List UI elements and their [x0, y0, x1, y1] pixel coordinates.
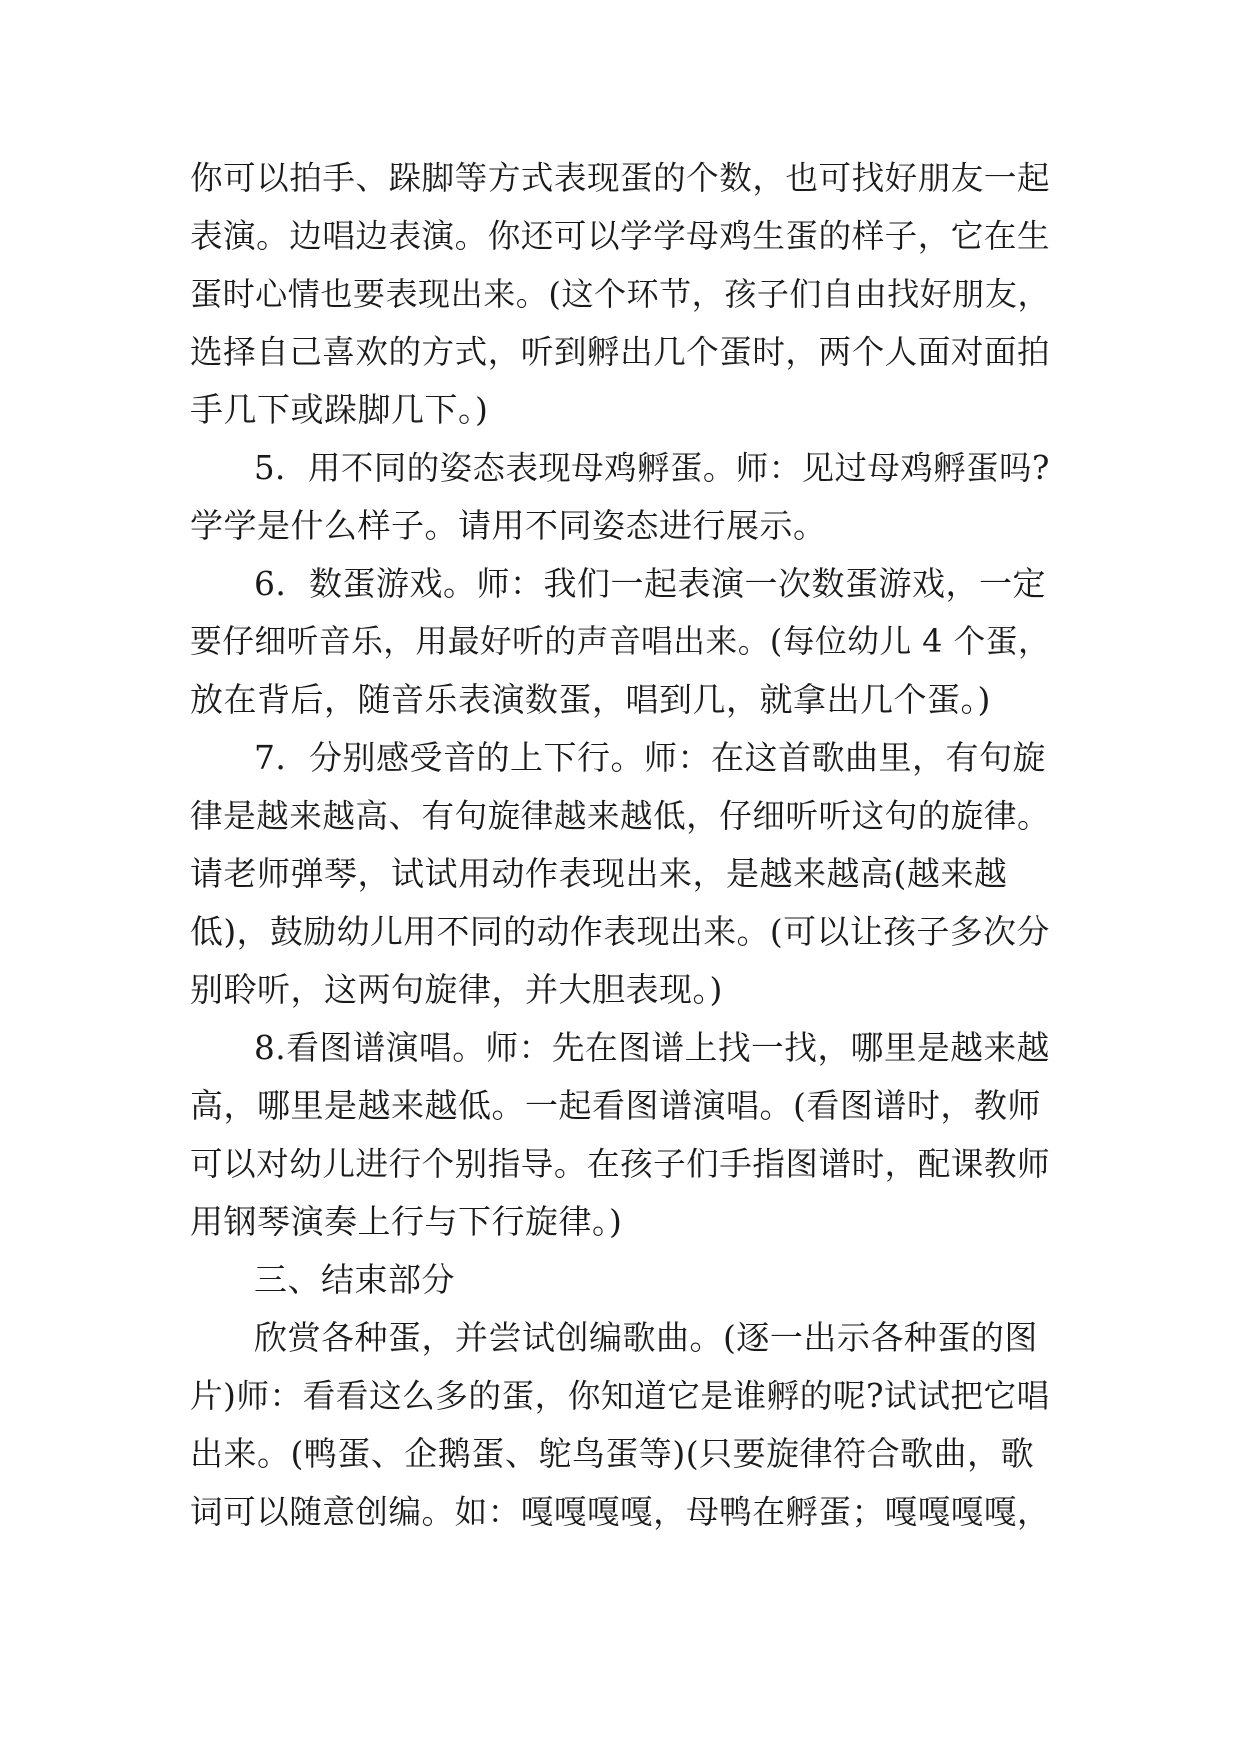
text-line: 请老师弹琴，试试用动作表现出来，是越来越高(越来越 — [190, 854, 1008, 893]
section-heading: 三、结束部分 — [254, 1260, 455, 1299]
text-line: 6．数蛋游戏。师：我们一起表演一次数蛋游戏，一定 — [254, 564, 1046, 603]
text-line: 选择自己喜欢的方式，听到孵出几个蛋时，两个人面对面拍 — [190, 333, 1051, 371]
text-line: 学学是什么样子。请用不同姿态进行展示。 — [190, 506, 827, 545]
text-line: 低)，鼓励幼儿用不同的动作表现出来。(可以让孩子多次分 — [190, 913, 1050, 951]
text-line: 你可以拍手、跺脚等方式表现蛋的个数，也可找好朋友一起 — [190, 159, 1051, 197]
text-line: 蛋时心情也要表现出来。(这个环节，孩子们自由找好朋友， — [190, 275, 1051, 313]
text-line: 5．用不同的姿态表现母鸡孵蛋。师：见过母鸡孵蛋吗? — [254, 449, 1050, 487]
text-line: 表演。边唱边表演。你还可以学学母鸡生蛋的样子，它在生 — [190, 217, 1051, 255]
text-line: 可以对幼儿进行个别指导。在孩子们手指图谱时，配课教师 — [190, 1145, 1051, 1183]
text-line: 放在背后，随音乐表演数蛋，唱到几，就拿出几个蛋。) — [190, 680, 991, 719]
text-line: 7．分别感受音的上下行。师：在这首歌曲里，有句旋 — [254, 738, 1046, 777]
text-line: 8.看图谱演唱。师：先在图谱上找一找，哪里是越来越 — [254, 1029, 1050, 1067]
text-line: 词可以随意创编。如：嘎嘎嘎嘎，母鸭在孵蛋；嘎嘎嘎嘎， — [190, 1493, 1051, 1531]
text-line: 高，哪里是越来越低。一起看图谱演唱。(看图谱时，教师 — [190, 1086, 1041, 1125]
text-line: 律是越来越高、有句旋律越来越低，仔细听听这句的旋律。 — [190, 797, 1051, 835]
text-line: 片)师：看看这么多的蛋，你知道它是谁孵的呢?试试把它唱 — [190, 1377, 1050, 1415]
text-line: 出来。(鸭蛋、企鹅蛋、鸵鸟蛋等)(只要旋律符合歌曲，歌 — [190, 1434, 1035, 1473]
text-line: 欣赏各种蛋，并尝试创编歌曲。(逐一出示各种蛋的图 — [254, 1318, 1038, 1357]
text-line: 要仔细听音乐，用最好听的声音唱出来。(每位幼儿 4 个蛋， — [190, 624, 1051, 660]
text-line: 用钢琴演奏上行与下行旋律。) — [190, 1202, 623, 1241]
text-line: 手几下或跺脚几下。) — [190, 390, 489, 429]
text-line: 别聆听，这两句旋律，并大胆表现。) — [190, 970, 723, 1009]
